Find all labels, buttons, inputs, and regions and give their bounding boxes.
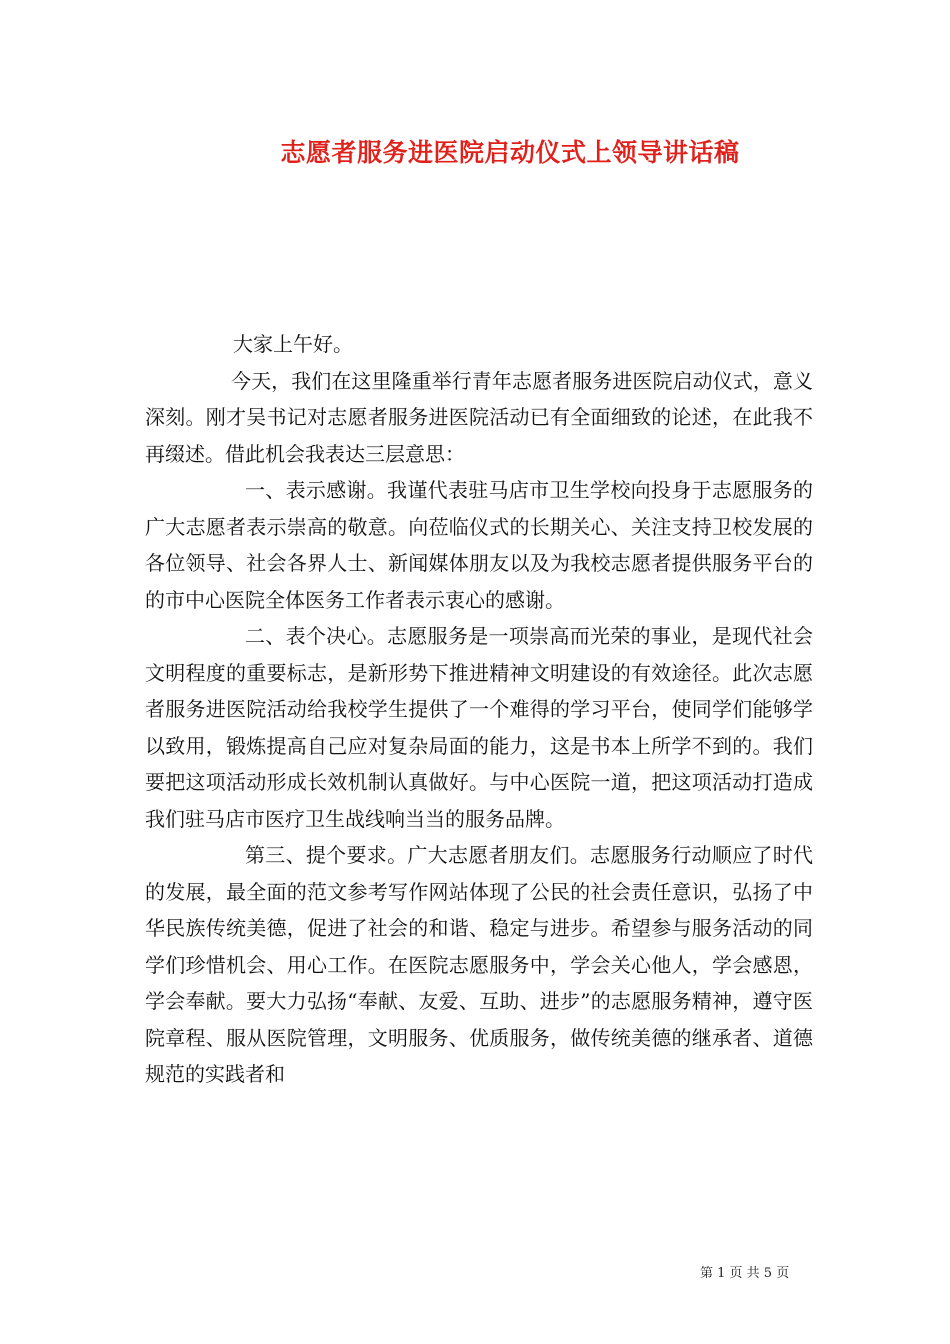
paragraph-intro: 今天，我们在这里隆重举行青年志愿者服务进医院启动仪式，意义深刻。刚才吴书记对志愿者服务进医院活动已有全面细致的论述，在此我不再缀述。借此机会我表达三层意思： [145, 368, 813, 466]
paragraph-greeting: 大家上午好。 [233, 332, 353, 356]
page-number-footer: 第 1 页 共 5 页 [700, 1266, 790, 1281]
paragraph-thanks: 一、表示感谢。我谨代表驻马店市卫生学校向投身于志愿服务的广大志愿者表示崇高的敬意。向莅临仪式的长期关心、关注支持卫校发展的各位领导、社会各界人士、新闻媒体朋友以及为我校志愿者提供服务平台的的市中心医院全体医务工作者表示衷心的感谢。 [145, 478, 813, 612]
document-title: 志愿者服务进医院启动仪式上领导讲话稿 [280, 138, 740, 167]
paragraph-resolve: 二、表个决心。志愿服务是一项崇高而光荣的事业，是现代社会文明程度的重要标志，是新形势下推进精神文明建设的有效途径。此次志愿者服务进医院活动给我校学生提供了一个难得的学习平台，使同学们能够学以致用，锻炼提高自己应对复杂局面的能力，这是书本上所学不到的。我们要把这项活动形成长效机制认真做好。与中心医院一道，把这项活动打造成我们驻马店市医疗卫生战线响当当的服务品牌。 [145, 624, 813, 831]
paragraph-requirements: 第三、提个要求。广大志愿者朋友们。志愿服务行动顺应了时代的发展，最全面的范文参考写作网站体现了公民的社会责任意识，弘扬了中华民族传统美德，促进了社会的和谐、稳定与进步。希望参与服务活动的同学们珍惜机会、用心工作。在医院志愿服务中，学会关心他人，学会感恩，学会奉献。要大力弘扬“奉献、友爱、互助、进步”的志愿服务精神，遵守医院章程、服从医院管理，文明服务、优质服务，做传统美德的继承者、道德规范的实践者和 [145, 843, 813, 1086]
document-body [145, 326, 813, 1093]
